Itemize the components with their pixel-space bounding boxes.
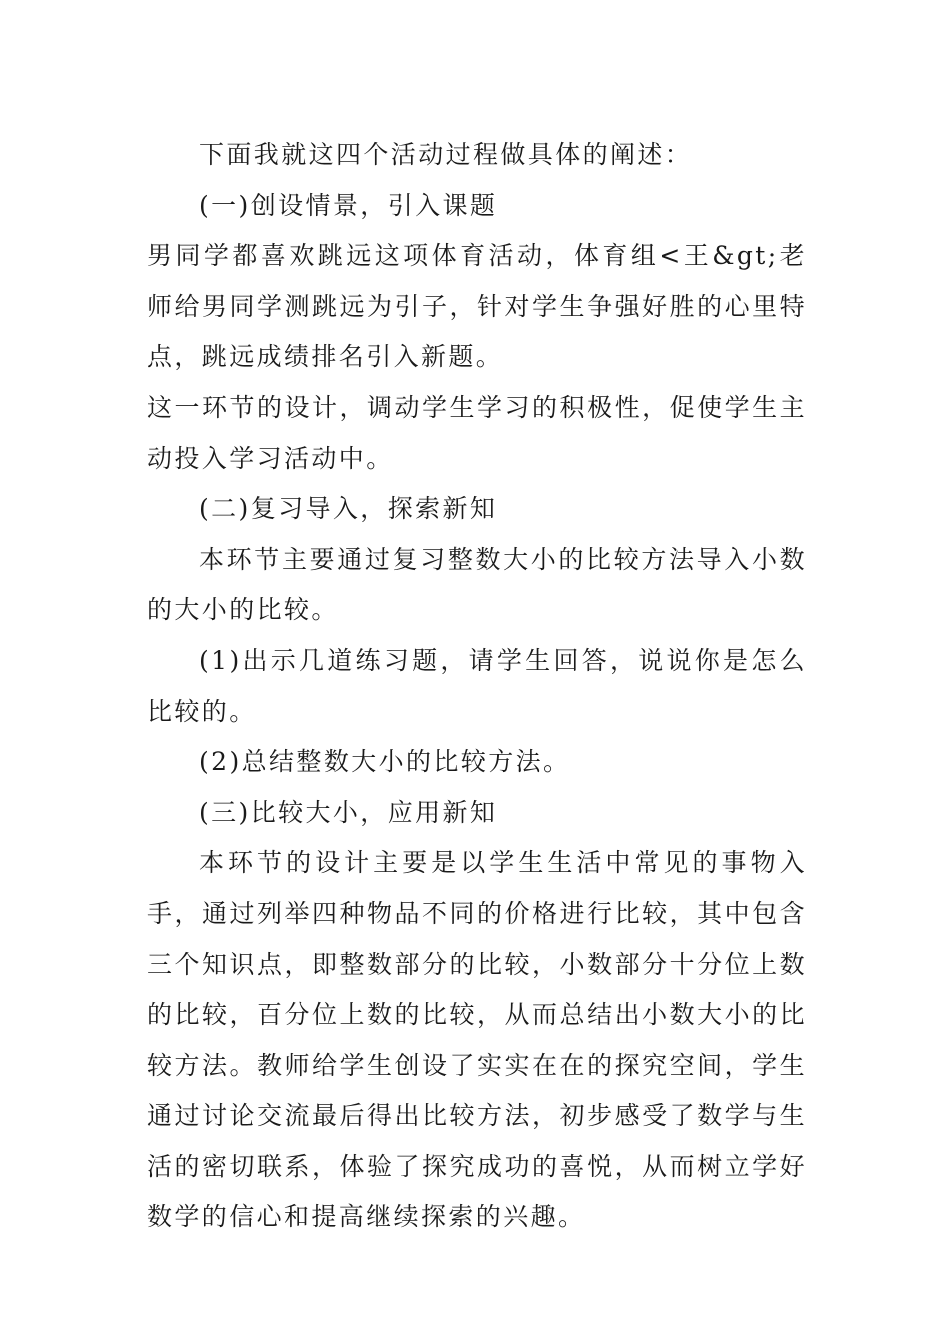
- heading-section-1: (一)创设情景，引入课题: [199, 190, 498, 220]
- paragraph-section-2-item-2: (2)总结整数大小的比较方法。: [199, 747, 571, 777]
- paragraph-intro: 下面我就这四个活动过程做具体的阐述：: [199, 140, 693, 169]
- heading-section-3: (三)比较大小，应用新知: [199, 797, 498, 827]
- paragraph-section-2-body: 本环节主要通过复习整数大小的比较方法导入小数的大小的比较。: [147, 544, 807, 625]
- paragraph-section-1-body: 男同学都喜欢跳远这项体育活动，体育组<王&gt;老师给男同学测跳远为引子，针对学生争强好胜的心里特点，跳远成绩排名引入新题。: [147, 241, 807, 372]
- heading-section-2: (二)复习导入，探索新知: [199, 494, 498, 524]
- paragraph-section-2-item-1: (1)出示几道练习题，请学生回答，说说你是怎么比较的。: [147, 645, 807, 726]
- paragraph-section-3-body: 本环节的设计主要是以学生生活中常见的事物入手，通过列举四种物品不同的价格进行比较，其中包含三个知识点，即整数部分的比较，小数部分十分位上数的比较，百分位上数的比较，从而总结出小数大小的比较方法。教师给学生创设了实实在在的探究空间，学生通过讨论交流最后得出比较方法，初步感受了数学与生活的密切联系，体验了探究成功的喜悦，从而树立学好数学的信心和提高继续探索的兴趣。: [147, 848, 807, 1232]
- document-body: [147, 130, 807, 1243]
- paragraph-section-1-design: 这一环节的设计，调动学生学习的积极性，促使学生主动投入学习活动中。: [147, 392, 807, 473]
